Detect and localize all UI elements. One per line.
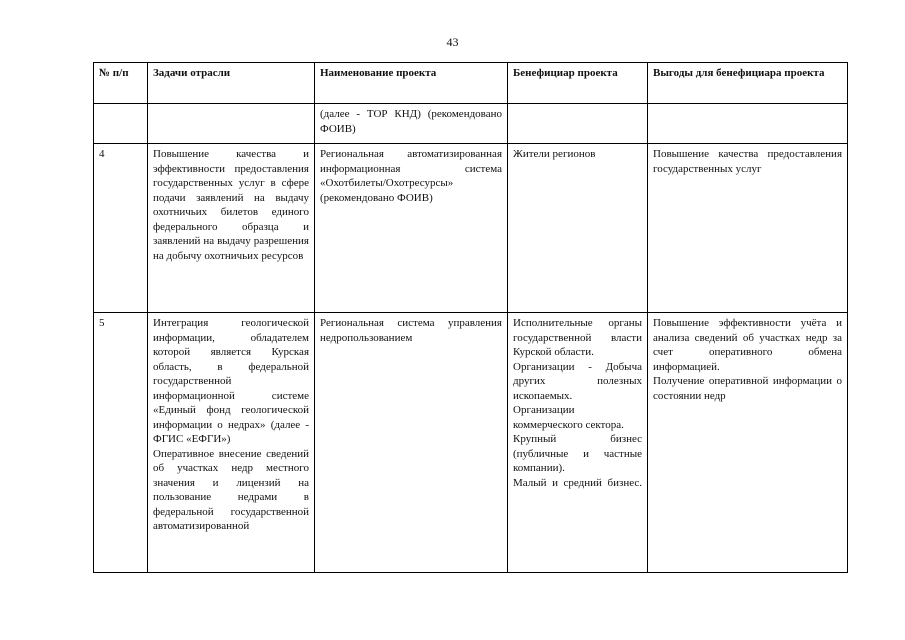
tasks-cell	[148, 104, 315, 144]
beneficiary-item: Малый и средний бизнес.	[513, 476, 642, 489]
row-num-cell	[94, 104, 148, 144]
benefits-paragraph: Получение оперативной информации о состоянии недр	[653, 375, 842, 402]
beneficiary-item: Крупный бизнес (публичные и частные компании).	[513, 433, 642, 474]
benefits-paragraph: Повышение эффективности учёта и анализа сведений об участках недр за счет оперативного обмена информацией.	[653, 317, 842, 373]
tasks-cell	[148, 313, 315, 573]
beneficiary-item: Исполнительные органы государственной власти Курской области.	[513, 317, 642, 358]
tasks-paragraph: Интеграция геологической информации, обладателем которой является Курская область, в федеральной государственной информационной системе «Единый фонд геологической информации о недрах» (далее - ФГИС «ЕФГИ»)	[153, 317, 309, 445]
beneficiary-item: Организации - Добыча других полезных ископаемых.	[513, 360, 642, 402]
tasks-paragraph: Оперативное внесение сведений об участках недр местного значения и лицензий на пользование недрами в федеральной государственной автоматизированной	[153, 447, 309, 532]
benefits-cell	[648, 313, 848, 573]
beneficiary-item: Организации коммерческого сектора.	[513, 404, 624, 431]
beneficiary-cell	[508, 313, 648, 573]
header-beneficiary: Бенефициар проекта	[508, 63, 648, 104]
header-benefits: Выгоды для бенефициара проекта	[648, 63, 848, 104]
row-num-cell: 5	[94, 313, 148, 573]
benefits-cell	[648, 104, 848, 144]
beneficiary-cell: Жители регионов	[508, 144, 648, 313]
table-row	[94, 313, 848, 573]
benefits-cell: Повышение качества предоставления государственных услуг	[648, 144, 848, 313]
project-cell: Региональная автоматизированная информационная система «Охотбилеты/Охотресурсы» (рекомендовано ФОИВ)	[315, 144, 508, 313]
row-num-cell: 4	[94, 144, 148, 313]
header-tasks: Задачи отрасли	[148, 63, 315, 104]
project-cell: Региональная система управления недропользованием	[315, 313, 508, 573]
beneficiary-cell	[508, 104, 648, 144]
table-row	[94, 104, 848, 144]
project-cell: (далее - ТОР КНД) (рекомендовано ФОИВ)	[315, 104, 508, 144]
projects-table	[93, 62, 848, 573]
page-number: 43	[446, 35, 459, 49]
tasks-cell: Повышение качества и эффективности предоставления государственных услуг в сфере подачи заявлений на выдачу охотничьих билетов единого федерального образца и заявлений на выдачу разрешения на добычу охотничьих ресурсов	[148, 144, 315, 313]
table-header-row	[94, 63, 848, 104]
header-num: № п/п	[94, 63, 148, 104]
header-project: Наименование проекта	[315, 63, 508, 104]
table-row	[94, 144, 848, 313]
